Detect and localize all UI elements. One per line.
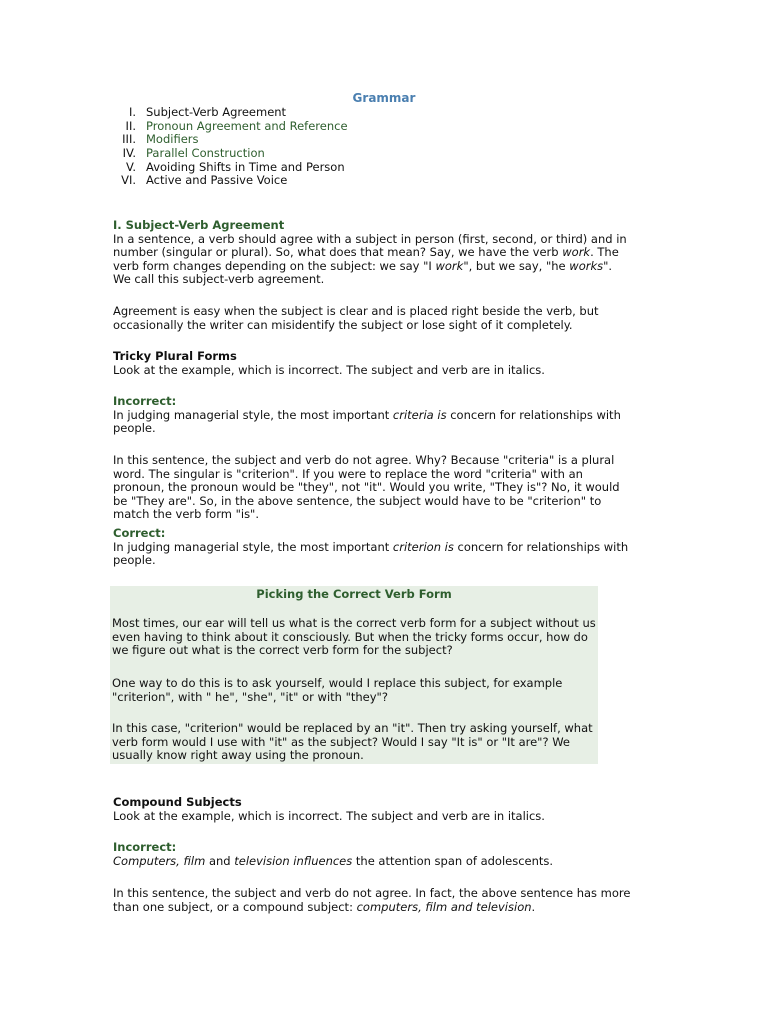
toc-item: VI. Active and Passive Voice <box>121 173 288 188</box>
paragraph: Agreement is easy when the subject is clear and is placed right beside the verb, but occasionally the writer can misidentify the subject or lose sight of it completely. <box>113 304 599 332</box>
incorrect-label: Incorrect: <box>113 840 177 854</box>
paragraph: Look at the example, which is incorrect. The subject and verb are in italics. <box>113 808 545 823</box>
paragraph: Look at the example, which is incorrect. The subject and verb are in italics. <box>113 362 545 377</box>
subsection-heading: Tricky Plural Forms <box>113 349 237 363</box>
callout-box <box>110 586 598 764</box>
section-heading: I. Subject-Verb Agreement <box>113 218 285 232</box>
example-sentence: Computers, film and television influences the attention span of adolescents. <box>113 853 554 868</box>
callout-paragraph: In this case, "criterion" would be replaced by an "it". Then try asking yourself, what verb form would I use with "it" as the subject? Would I say "It is" or "It are"? We usually know right away using the pronoun. <box>112 721 593 763</box>
callout-paragraph: Most times, our ear will tell us what is the correct verb form for a subject without us even having to think about it consciously. But when the tricky forms occur, how do we figure out what is the correct verb form for the subject? <box>112 616 596 658</box>
callout-title: Picking the Correct Verb Form <box>256 587 452 601</box>
incorrect-label: Incorrect: <box>113 394 177 408</box>
paragraph: In a sentence, a verb should agree with a subject in person (first, second, or third) and in number (singular or plural). So, what does that mean? Say, we have the verb work. The verb form changes depending on the subject: we say "I work", but we say, "he works". We call this subject-verb agreement. <box>113 231 627 287</box>
incorrect-example <box>113 841 633 868</box>
correct-label: Correct: <box>113 526 166 540</box>
example-sentence: In judging managerial style, the most important criteria is concern for relationships with people. <box>113 407 621 436</box>
example-sentence: In judging managerial style, the most important criterion is concern for relationships with people. <box>113 539 629 568</box>
incorrect-example <box>113 395 633 436</box>
toc-item: IV. Parallel Construction <box>122 146 265 161</box>
paragraph: In this sentence, the subject and verb do not agree. In fact, the above sentence has more than one subject, or a compound subject: computers, film and television. <box>113 886 631 914</box>
section-subject-verb <box>113 219 633 287</box>
toc-item: II. Pronoun Agreement and Reference <box>125 118 348 133</box>
toc-item: III. Modifiers <box>122 132 199 147</box>
paragraph: In this sentence, the subject and verb do not agree. Why? Because "criteria" is a plural word. The singular is "criterion". If you were to replace the word "criteria" with an pronoun, the pronoun would be "they", not "it". Would you write, "They is"? No, it would be "They are". So, in the above sentence, the subject would have to be "criterion" to match the verb form "is". <box>113 453 620 522</box>
toc-item: I. Subject-Verb Agreement <box>128 105 287 119</box>
toc-item: V. Avoiding Shifts in Time and Person <box>125 159 345 174</box>
section-tricky-plural <box>113 350 633 377</box>
callout-paragraph: One way to do this is to ask yourself, would I replace this subject, for example "criterion", with " he", "she", "it" or with "they"? <box>112 676 563 704</box>
correct-example <box>113 527 633 568</box>
table-of-contents <box>110 106 348 188</box>
section-compound-subjects <box>113 796 633 823</box>
page-title: Grammar <box>352 91 416 105</box>
subsection-heading: Compound Subjects <box>113 795 242 809</box>
